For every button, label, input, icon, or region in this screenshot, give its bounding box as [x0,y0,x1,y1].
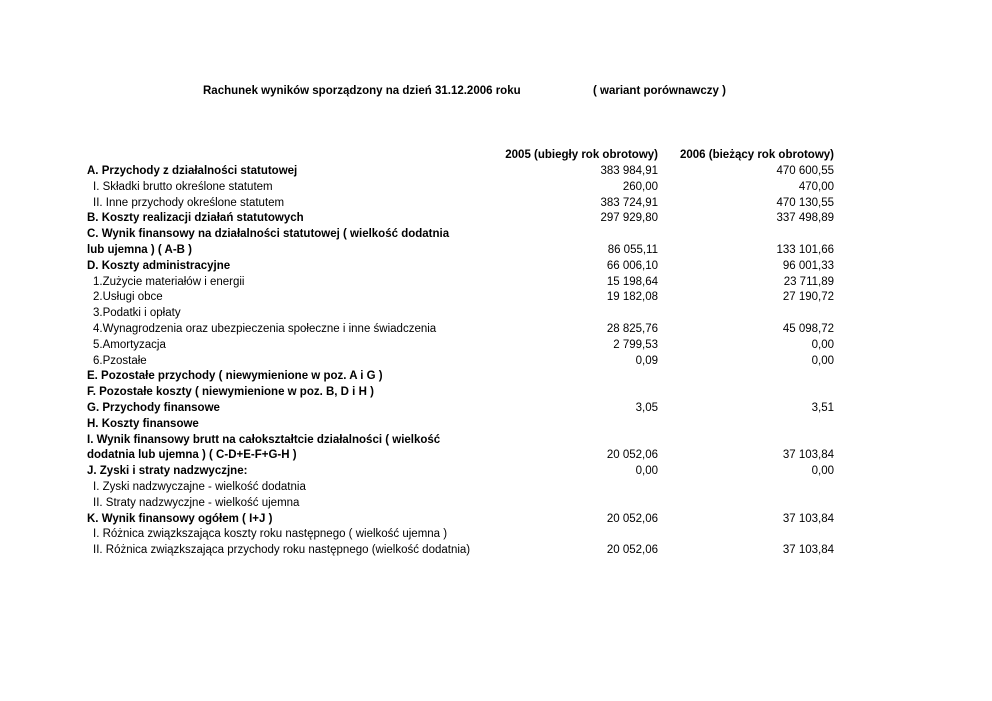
value-2006: 0,00 [811,338,834,351]
row-label-line: 6.Pzostałe [93,354,147,367]
row-label [87,369,477,385]
row-label [93,496,483,512]
row-label [93,527,483,543]
value-2005: 0,09 [635,354,658,367]
row-label [87,385,477,401]
table-row [87,211,847,227]
row-label [93,354,483,370]
value-2006: 37 103,84 [782,449,834,462]
table-row [87,180,847,196]
table-row [87,401,847,417]
report-variant: ( wariant porównawczy ) [593,85,726,97]
table-row [87,196,847,212]
row-label [93,322,483,338]
row-label [93,275,483,291]
row-label [93,290,483,306]
row-label-line: D. Koszty administracyjne [87,259,231,272]
row-label-line: C. Wynik finansowy na działalności statutowej ( wielkość dodatnia [87,228,450,241]
row-label-line: 4.Wynagrodzenia oraz ubezpieczenia społeczne i inne świadczenia [93,322,437,335]
value-2006: 37 103,84 [782,512,834,525]
income-statement-table [87,164,847,559]
table-row [87,290,847,306]
table-row [87,164,847,180]
value-2005: 20 052,06 [606,512,658,525]
row-label-line: I. Różnica związkszająca koszty roku następnego ( wielkość ujemna ) [93,528,448,541]
row-label [87,227,477,259]
value-2005: 19 182,08 [606,291,658,304]
value-2006: 470 130,55 [776,196,834,209]
row-label-line: II. Różnica związkszająca przychody roku następnego (wielkość dodatnia) [93,544,471,557]
value-2005: 20 052,06 [606,544,658,557]
value-2005: 15 198,64 [606,275,658,288]
value-2005: 383 984,91 [600,165,658,177]
table-row [87,543,847,559]
row-label-line: 1.Zużycie materiałów i energii [93,275,245,288]
row-label [87,211,477,227]
column-header-2005: 2005 (ubiegły rok obrotowy) [505,149,658,161]
row-label [93,480,483,496]
value-2005: 2 799,53 [613,338,658,351]
row-label [87,164,477,180]
value-2006: 27 190,72 [782,291,834,304]
row-label [87,512,477,528]
row-label-line: II. Straty nadzwyczjne - wielkość ujemna [93,496,300,509]
column-header-2006: 2006 (bieżący rok obrotowy) [679,149,834,161]
value-2006: 0,00 [811,354,834,367]
row-label-line: I. Składki brutto określone statutem [93,180,273,193]
value-2005: 260,00 [622,180,658,193]
row-label-line: H. Koszty finansowe [87,417,199,430]
table-row [87,354,847,370]
table-row [87,433,847,465]
value-2006: 96 001,33 [782,259,834,272]
table-row [87,306,847,322]
row-label [87,433,477,465]
report-title: Rachunek wyników sporządzony na dzień 31.12.2006 roku [203,85,521,97]
row-label-line: F. Pozostałe koszty ( niewymienione w poz. B, D i H ) [87,386,374,399]
row-label [87,417,477,433]
table-row [87,480,847,496]
table-row [87,385,847,401]
value-2005: 297 929,80 [600,212,658,225]
row-label [93,306,483,322]
row-label-line: I. Wynik finansowy brutt na całokształtcie działalności ( wielkość [87,433,441,446]
value-2005: 0,00 [635,465,658,478]
row-label-line: II. Inne przychody określone statutem [93,196,285,209]
table-row [87,338,847,354]
row-label-line: 2.Usługi obce [93,291,163,304]
row-label [93,338,483,354]
value-2006: 337 498,89 [776,212,834,225]
table-row [87,369,847,385]
row-label [87,464,477,480]
row-label [93,180,483,196]
row-label [93,543,483,559]
row-label-line: 3.Podatki i opłaty [93,307,181,320]
value-2006: 133 101,66 [776,243,834,256]
row-label-line: K. Wynik finansowy ogółem ( I+J ) [87,512,273,525]
row-label-line: A. Przychody z działalności statutowej [87,165,298,177]
row-label [87,401,477,417]
value-2005: 383 724,91 [600,196,658,209]
value-2006: 0,00 [811,465,834,478]
value-2006: 3,51 [811,401,834,414]
table-row [87,512,847,528]
value-2006: 23 711,89 [783,275,834,288]
value-2005: 66 006,10 [606,259,658,272]
table-row [87,417,847,433]
table-row [87,322,847,338]
value-2005: 86 055,11 [607,243,658,256]
value-2006: 470,00 [798,180,834,193]
value-2006: 45 098,72 [782,322,834,335]
row-label-line: E. Pozostałe przychody ( niewymienione w poz. A i G ) [87,370,383,383]
table-row [87,464,847,480]
table-row [87,227,847,259]
table-row [87,527,847,543]
value-2005: 3,05 [635,401,658,414]
value-2005: 28 825,76 [606,322,658,335]
row-label [87,259,477,275]
table-row [87,275,847,291]
row-label [93,196,483,212]
row-label-line: lub ujemna ) ( A-B ) [87,243,192,256]
table-row [87,259,847,275]
row-label-line: 5.Amortyzacja [93,338,166,351]
row-label-line: J. Zyski i straty nadzwyczjne: [87,465,248,478]
value-2005: 20 052,06 [606,449,658,462]
value-2006: 37 103,84 [782,544,834,557]
row-label-line: dodatnia lub ujemna ) ( C-D+E-F+G-H ) [87,449,297,462]
row-label-line: B. Koszty realizacji działań statutowych [87,212,304,225]
table-row [87,496,847,512]
row-label-line: G. Przychody finansowe [87,401,220,414]
row-label-line: I. Zyski nadzwyczajne - wielkość dodatnia [93,480,306,493]
value-2006: 470 600,55 [776,165,834,177]
